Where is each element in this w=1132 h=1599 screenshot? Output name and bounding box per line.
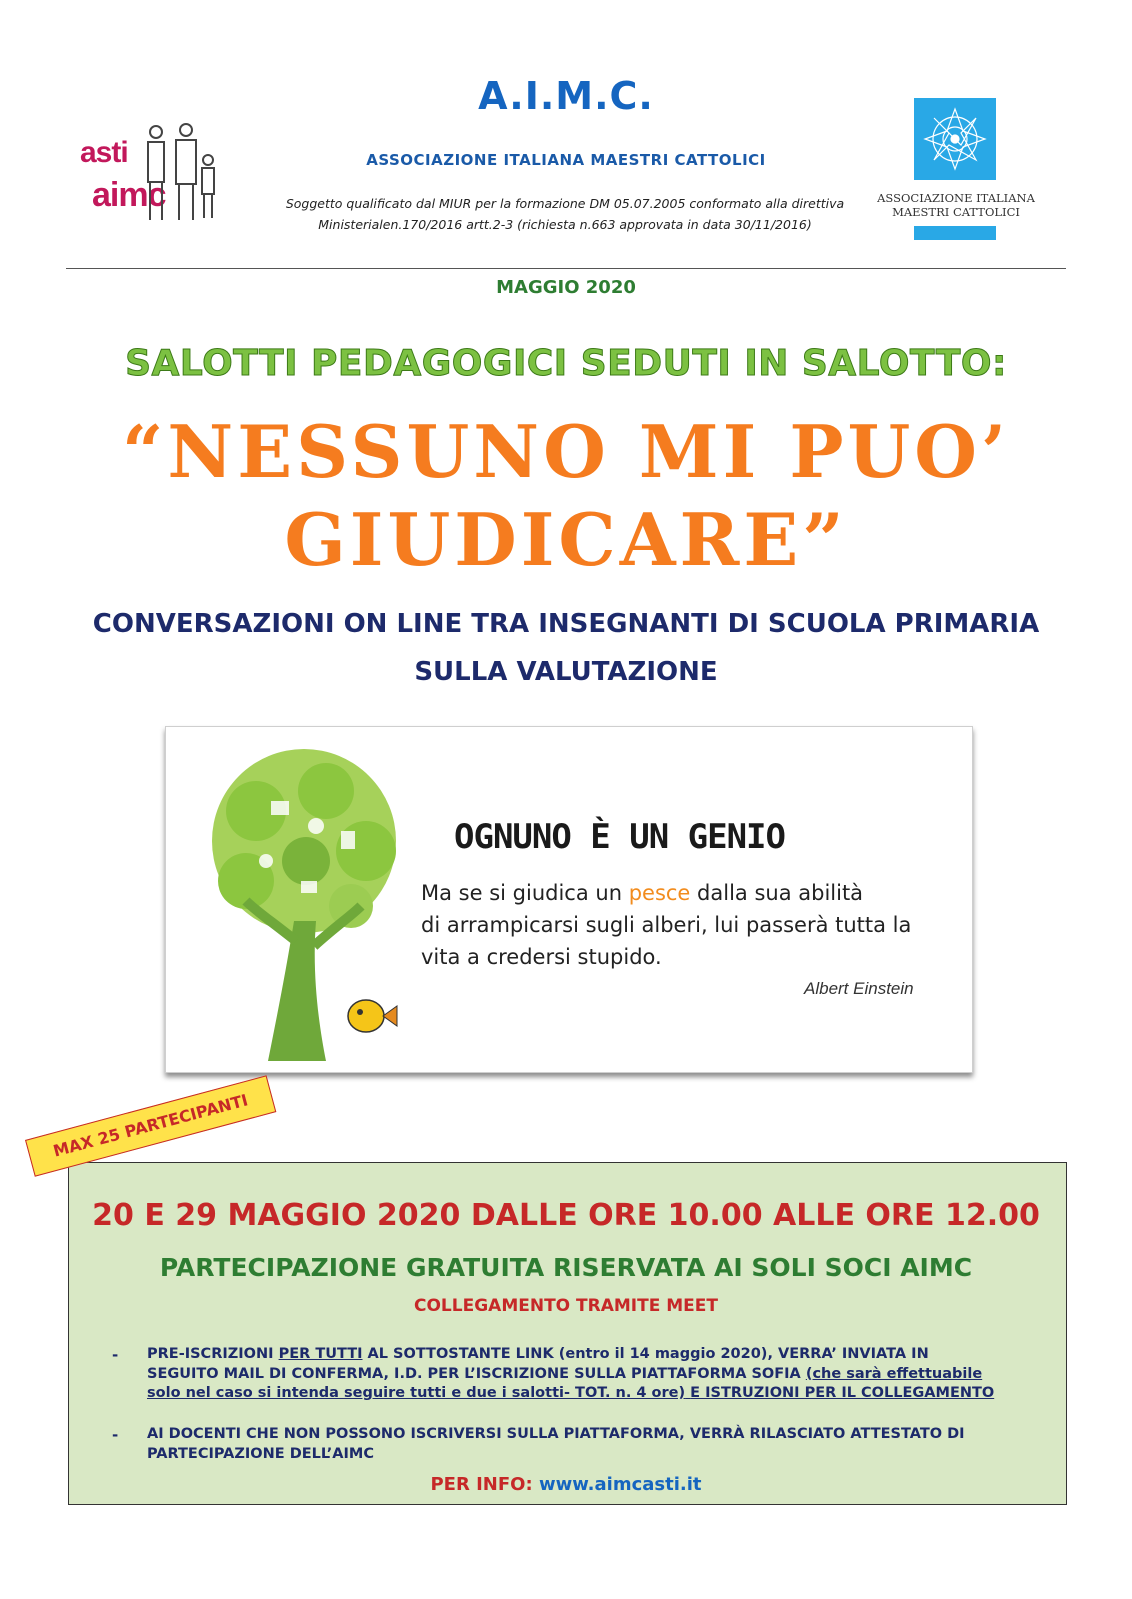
fish-icon — [348, 1000, 397, 1032]
meet-connection: COLLEGAMENTO TRAMITE MEET — [414, 1296, 718, 1316]
quote-title: OGNUNO È UN GENIO — [454, 817, 785, 857]
bullet-1: - — [112, 1346, 119, 1364]
accreditation-note-line2: Ministerialen.170/2016 artt.2-3 (richiesta n.663 approvata in data 30/11/2016) — [318, 217, 812, 232]
website-link[interactable]: www.aimcasti.it — [538, 1474, 702, 1495]
aimc-logo-line1: ASSOCIAZIONE ITALIANA — [877, 191, 1035, 205]
org-subtitle: ASSOCIAZIONE ITALIANA MAESTRI CATTOLICI — [366, 151, 766, 169]
registration-line3-a: solo nel caso si intenda seguire tutti e due i salotti- TOT. n. 4 ore) — [147, 1385, 686, 1401]
people-icon — [142, 120, 218, 224]
logo-asti-text: asti — [80, 136, 128, 169]
event-description-line1: CONVERSAZIONI ON LINE TRA INSEGNANTI DI SCUOLA PRIMARIA — [92, 609, 1040, 639]
certificate-info — [147, 1425, 1057, 1464]
registration-per-tutti: PER TUTTI — [278, 1346, 363, 1362]
accreditation-note-line1: Soggetto qualificato dal MIUR per la formazione DM 05.07.2005 conformato alla direttiva — [285, 196, 845, 211]
event-description — [0, 600, 1132, 696]
bullet-2: - — [112, 1426, 119, 1444]
registration-line1-c: AL SOTTOSTANTE LINK (entro il 14 maggio 2020), VERRA’ INVIATA IN — [362, 1346, 929, 1362]
aimc-emblem — [914, 98, 996, 180]
certificate-line2: PARTECIPAZIONE DELL’AIMC — [147, 1445, 374, 1462]
org-title: A.I.M.C. — [478, 74, 654, 118]
per-info — [0, 1474, 1132, 1495]
event-series-title: SALOTTI PEDAGOGICI SEDUTI IN SALOTTO: — [125, 343, 1007, 384]
max-participants-badge: MAX 25 PARTECIPANTI — [25, 1075, 276, 1176]
event-title-line2: GIUDICARE” — [284, 497, 848, 582]
event-title — [0, 408, 1132, 584]
logo-aimc-text: aimc — [92, 176, 166, 214]
asti-aimc-logo — [78, 118, 218, 230]
registration-line1 — [147, 1345, 1057, 1365]
event-title-line1: “NESSUNO MI PUO’ — [121, 409, 1011, 494]
accreditation-note — [270, 193, 860, 235]
quote-line2: di arrampicarsi sugli alberi, lui passerà tutta la — [421, 913, 912, 937]
quote-line1-a: Ma se si giudica un — [421, 881, 629, 905]
aimc-logo — [866, 98, 1046, 246]
quote-text — [421, 877, 961, 973]
einstein-quote-card — [165, 726, 973, 1073]
per-info-label: PER INFO: — [430, 1474, 539, 1495]
aimc-logo-text — [866, 191, 1046, 219]
registration-line3 — [147, 1384, 1057, 1404]
quote-line3: vita a credersi stupido. — [421, 945, 662, 969]
aimc-logo-line2: MAESTRI CATTOLICI — [892, 205, 1020, 219]
registration-line2-a: SEGUITO MAIL DI CONFERMA, I.D. PER L’ISCRIZIONE SULLA PIATTAFORMA SOFIA — [147, 1365, 806, 1382]
event-description-line2: SULLA VALUTAZIONE — [414, 657, 718, 687]
aimc-logo-bar — [914, 226, 996, 240]
registration-line2-b: (che sarà effettuabile — [805, 1365, 983, 1382]
event-dates: 20 E 29 MAGGIO 2020 DALLE ORE 10.00 ALLE ORE 12.00 — [92, 1198, 1040, 1233]
registration-line3-c: E ISTRUZIONI PER IL COLLEGAMENTO — [690, 1385, 995, 1401]
quote-line1-b: dalla sua abilità — [690, 881, 864, 905]
header-divider — [66, 268, 1066, 269]
registration-info — [147, 1345, 1057, 1404]
free-participation: PARTECIPAZIONE GRATUITA RISERVATA AI SOLI SOCI AIMC — [159, 1253, 973, 1282]
quote-author: Albert Einstein — [804, 979, 914, 998]
tree-illustration — [176, 731, 436, 1069]
certificate-line1: AI DOCENTI CHE NON POSSONO ISCRIVERSI SULLA PIATTAFORMA, VERRÀ RILASCIATO ATTESTATO DI — [147, 1426, 965, 1442]
registration-line1-a: PRE-ISCRIZIONI — [147, 1346, 279, 1362]
quote-line1 — [421, 877, 961, 909]
quote-highlight: pesce — [628, 881, 691, 905]
star-rosette-icon — [914, 98, 996, 180]
registration-line2 — [147, 1365, 1057, 1385]
month-label: MAGGIO 2020 — [496, 277, 636, 298]
